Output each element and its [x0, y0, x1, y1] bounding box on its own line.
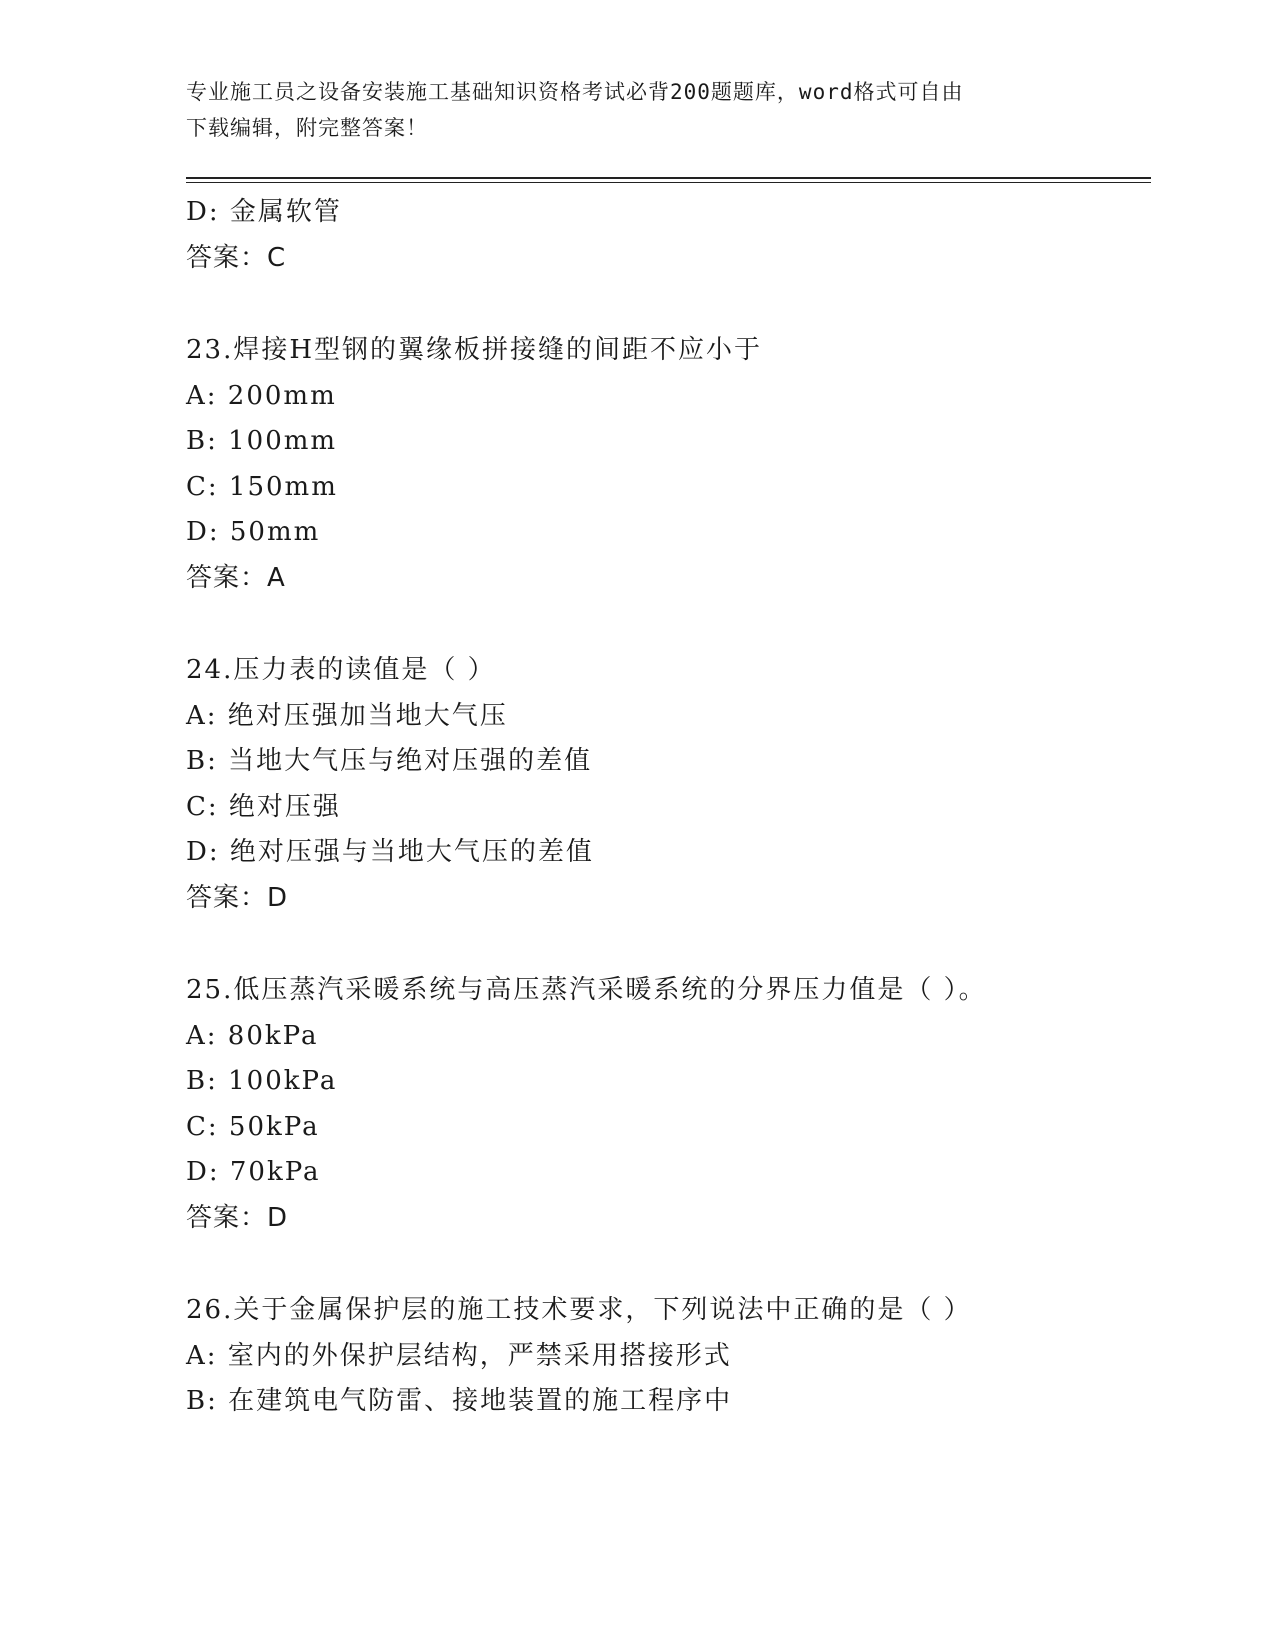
option-c: C: 150mm: [186, 471, 338, 502]
option-c: C: 绝对压强: [186, 791, 341, 822]
question-stem: 23.焊接H型钢的翼缘板拼接缝的间距不应小于: [186, 335, 763, 365]
question-stem: 25.低压蒸汽采暖系统与高压蒸汽采暖系统的分界压力值是（ ）。: [186, 975, 987, 1005]
spacer: [186, 601, 1146, 648]
option-c: C: 50kPa: [186, 1111, 320, 1142]
question-block-24: [186, 648, 1146, 921]
document-header: [186, 74, 1086, 146]
question-list: [186, 190, 1146, 1425]
header-rule-thin: [186, 182, 1151, 183]
option-a: A: 室内的外保护层结构，严禁采用搭接形式: [186, 1340, 732, 1371]
header-title-line-2: 下载编辑，附完整答案！: [186, 116, 428, 140]
question-block-25: [186, 968, 1146, 1241]
option-b: B: 100mm: [186, 426, 338, 456]
question-stem: 24.压力表的读值是（ ）: [186, 655, 496, 685]
answer-line: 答案：A: [186, 562, 286, 593]
option-a: A: 绝对压强加当地大气压: [186, 700, 508, 731]
question-block-23: [186, 328, 1146, 601]
option-a: A: 80kPa: [186, 1020, 319, 1051]
option-b: B: 在建筑电气防雷、接地装置的施工程序中: [186, 1386, 733, 1416]
option-d: D: 70kPa: [186, 1157, 321, 1187]
answer-line: 答案：D: [186, 882, 289, 913]
option-d: D: 50mm: [186, 517, 321, 547]
option-d: D: 绝对压强与当地大气压的差值: [186, 837, 594, 867]
header-title-line-1: 专业施工员之设备安装施工基础知识资格考试必背200题题库，word格式可自由: [186, 80, 964, 104]
spacer: [186, 1241, 1146, 1288]
option-a: A: 200mm: [186, 380, 337, 411]
answer-line: 答案：C: [186, 242, 287, 273]
spacer: [186, 281, 1146, 328]
question-stem: 26.关于金属保护层的施工技术要求，下列说法中正确的是（ ）: [186, 1295, 972, 1325]
question-block-22: [186, 190, 1146, 281]
spacer: [186, 921, 1146, 968]
question-block-26: [186, 1288, 1146, 1425]
option-b: B: 当地大气压与绝对压强的差值: [186, 746, 593, 776]
header-rule-thick: [186, 177, 1151, 179]
option-b: B: 100kPa: [186, 1066, 338, 1096]
option-d: D: 金属软管: [186, 197, 342, 227]
answer-line: 答案：D: [186, 1202, 289, 1233]
